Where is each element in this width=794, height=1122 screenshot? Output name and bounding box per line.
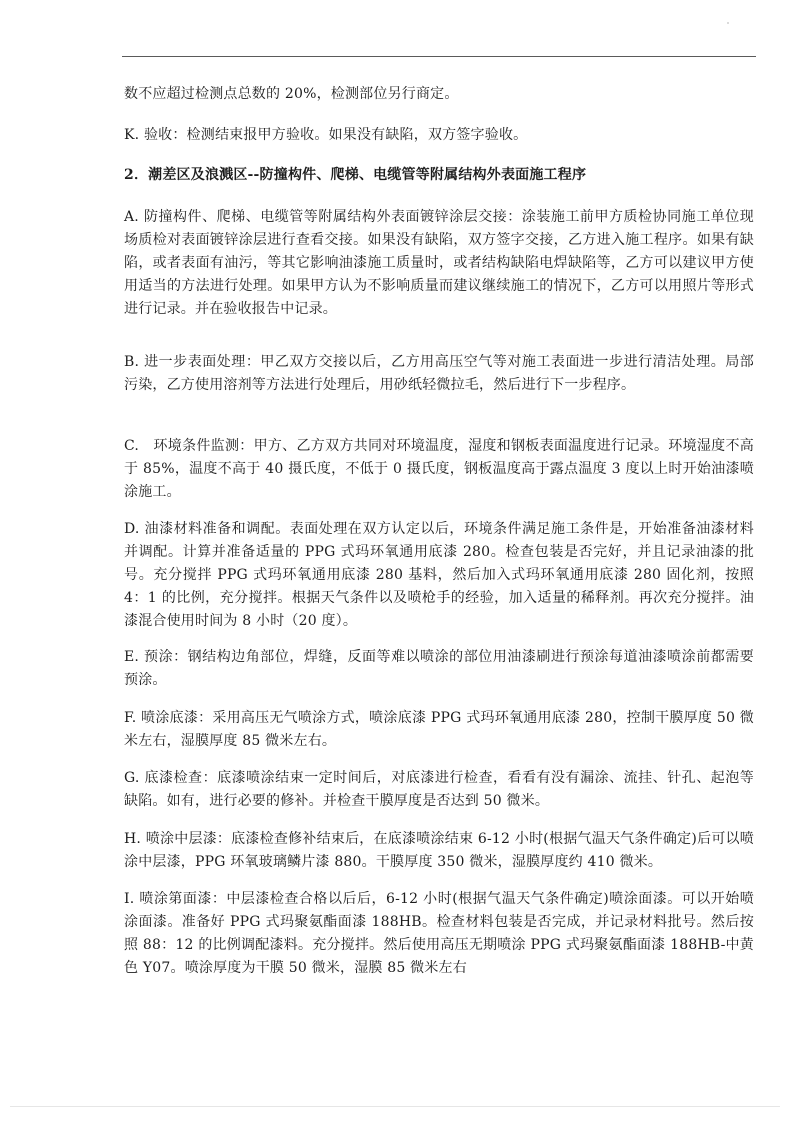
paragraph-f-primer-spraying: F. 喷涂底漆：采用高压无气喷涂方式，喷涂底漆 PPG 式玛环氧通用底漆 280，控制干膜厚度 50 微米左右，湿膜厚度 85 微米左右。 <box>124 710 754 749</box>
paragraph-c-environment: C. 环境条件监测：甲方、乙方双方共同对环境温度，湿度和钢板表面温度进行记录。环境湿度不高于 85%，温度不高于 40 摄氏度，不低于 0 摄氏度，钢板温度高于露点温度 3 度以上时开始油漆喷涂施工。 <box>124 438 754 500</box>
header-rule <box>122 56 756 57</box>
scan-speck <box>727 22 729 24</box>
paragraph-d-paint-preparation: D. 油漆材料准备和调配。表面处理在双方认定以后，环境条件满足施工条件是，开始准备油漆材料并调配。计算并准备适量的 PPG 式玛环氧通用底漆 280。检查包装是否完好，并且记录油漆的批号。充分搅拌 PPG 式玛环氧通用底漆 280 基料，然后加入式玛环氧通用底漆 280 固化剂，按照 4：1 的比例，充分搅拌。根据天气条件以及喷枪手的经验，加入适量的稀释剂。再次充分搅拌。油漆混合使用时间为 8 小时（20 度）。 <box>124 521 754 629</box>
paragraph-g-primer-inspection: G. 底漆检查：底漆喷涂结束一定时间后，对底漆进行检查，看看有没有漏涂、流挂、针孔、起泡等缺陷。如有，进行必要的修补。并检查干膜厚度是否达到 50 微米。 <box>124 770 754 809</box>
paragraph-h-intermediate-coat: H. 喷涂中层漆：底漆检查修补结束后，在底漆喷涂结束 6-12 小时(根据气温天气条件确定)后可以喷涂中层漆，PPG 环氧玻璃鳞片漆 880。干膜厚度 350 微米，湿膜厚度约 410 微米。 <box>124 831 754 870</box>
paragraph-b-surface-treatment: B. 进一步表面处理：甲乙双方交接以后，乙方用高压空气等对施工表面进一步进行清洁处理。局部污染，乙方使用溶剂等方法进行处理后，用砂纸轻微拉毛，然后进行下一步程序。 <box>124 354 754 393</box>
paragraph-continuation: 数不应超过检测点总数的 20%，检测部位另行商定。 <box>124 86 459 102</box>
paragraph-a-handover: A. 防撞构件、爬梯、电缆管等附属结构外表面镀锌涂层交接：涂装施工前甲方质检协同施工单位现场质检对表面镀锌涂层进行查看交接。如果没有缺陷，双方签字交接，乙方进入施工程序。如果有缺陷，或者表面有油污，等其它影响油漆施工质量时，或者结构缺陷电焊缺陷等，乙方可以建议甲方使用适当的方法进行处理。如果甲方认为不影响质量而建议继续施工的情况下，乙方可以用照片等形式进行记录。并在验收报告中记录。 <box>124 209 754 317</box>
paragraph-i-top-coat: I. 喷涂第面漆：中层漆检查合格以后后，6-12 小时(根据气温天气条件确定)喷涂面漆。可以开始喷涂面漆。准备好 PPG 式玛聚氨酯面漆 188HB。检查材料包装是否完成，并记录材料批号。然后按照 88：12 的比例调配漆料。充分搅拌。然后使用高压无期喷涂 PPG 式玛聚氨酯面漆 188HB-中黄色 Y07。喷涂厚度为干膜 50 微米，湿膜 85 微米左右 <box>124 891 754 976</box>
footer-rule <box>10 1106 780 1107</box>
paragraph-k-acceptance: K. 验收：检测结束报甲方验收。如果没有缺陷，双方签字验收。 <box>124 127 528 143</box>
section-heading-2: 2．潮差区及浪溅区--防撞构件、爬梯、电缆管等附属结构外表面施工程序 <box>124 167 587 183</box>
paragraph-e-pre-coating: E. 预涂：钢结构边角部位，焊缝，反面等难以喷涂的部位用油漆刷进行预涂每道油漆喷涂前都需要预涂。 <box>124 649 754 688</box>
